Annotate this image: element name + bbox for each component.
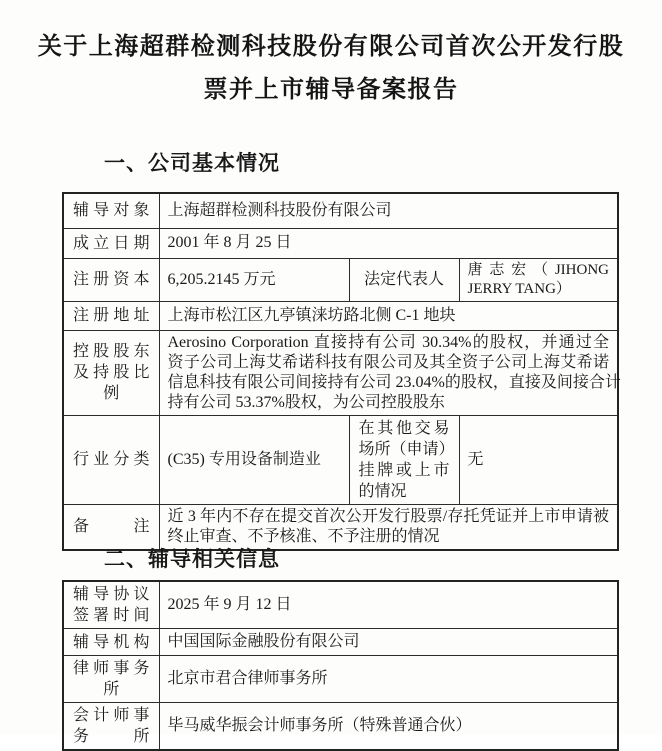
text-line: 签署时间: [73, 607, 150, 624]
label-cell: [63, 581, 159, 629]
value-cell: [159, 330, 621, 415]
text-line: 成立日期: [73, 234, 150, 252]
text-line: 挂牌或上市: [358, 461, 450, 479]
text-line: 终止审查、不予核准、不予注册的情况: [167, 527, 440, 545]
text-line: 例: [103, 385, 120, 402]
row-registered-capital: [63, 258, 618, 301]
text-line: 2001 年 8 月 25 日: [167, 234, 292, 251]
value-cell: [159, 228, 618, 258]
value-cell: [159, 703, 618, 751]
text-line: 行业分类: [73, 451, 150, 468]
row-law-firm: [63, 656, 618, 703]
text-line: Aerosino Corporation 直接持有公司 30.34%的股权，并通过全: [167, 333, 610, 351]
text-line: 控股股东: [73, 343, 150, 360]
text-line: 上海市松江区九亭镇涞坊路北侧 C-1 地块: [167, 306, 456, 324]
text-line: 2025 年 9 月 12 日: [167, 596, 292, 613]
text-line: 近 3 年内不存在提交首次公开发行股票/存托凭证并上市申请被: [167, 507, 610, 525]
text-line: 信息科技有限公司间接持有公司 23.04%的股权，直接及间接合计: [167, 373, 621, 391]
text-line: 律师事务: [73, 660, 150, 677]
label-cell: [63, 301, 159, 330]
label-cell: [63, 703, 159, 751]
basic-info-table: [62, 192, 619, 551]
text-line: 务所: [73, 728, 150, 745]
text-line: 毕马威华振会计师事务所（特殊普通合伙）: [167, 717, 472, 734]
text-line: 辅导协议: [73, 586, 150, 603]
legal-representative-name-cell: [459, 258, 618, 301]
text-line: 北京市君合律师事务所: [167, 670, 328, 687]
text-line: 上海超群检测科技股份有限公司: [167, 201, 392, 219]
text-line: 备注: [73, 518, 150, 535]
row-counseling-target: [63, 193, 618, 228]
other-listing-value-cell: [459, 415, 618, 504]
value-cell: [159, 629, 618, 656]
text-line: 中国国际金融股份有限公司: [167, 633, 360, 650]
text-line: (C35) 专用设备制造业: [167, 450, 321, 468]
value-cell: [159, 301, 618, 330]
text-line: 注册资本: [73, 271, 150, 288]
text-line: JERRY TANG）: [467, 280, 571, 297]
value-cell: [159, 581, 618, 629]
legal-representative-label-cell: [349, 258, 459, 301]
text-line: 注册地址: [73, 307, 150, 324]
row-agreement-sign-date: [63, 581, 618, 629]
text-line: 的情况: [358, 482, 407, 500]
value-cell: [159, 258, 349, 301]
value-cell: [159, 656, 618, 703]
text-line: 法定代表人: [363, 271, 444, 288]
document-title: [0, 25, 662, 111]
text-line: 在其他交易: [358, 419, 450, 437]
text-line: 及持股比: [73, 364, 150, 381]
text-line: 资子公司上海艾希诺科技有限公司及其全资子公司上海艾希诺: [167, 353, 610, 371]
row-controlling-shareholder: [63, 330, 618, 415]
label-cell: [63, 258, 159, 301]
text-line: 会计师事: [73, 707, 150, 724]
label-cell: [63, 415, 159, 504]
text-line: 持有公司 53.37%股权，为公司控股股东: [167, 393, 445, 411]
row-counseling-institution: [63, 629, 618, 656]
text-line: 辅导对象: [73, 202, 150, 220]
text-line: 唐志宏（JIHONG: [467, 261, 610, 278]
label-cell: [63, 330, 159, 415]
text-line: 所: [103, 681, 120, 698]
section-heading-counseling-info: 二、辅导相关信息: [104, 548, 280, 571]
title-line-2: 票并上市辅导备案报告: [203, 76, 459, 103]
text-line: 6,205.2145 万元: [167, 270, 276, 288]
row-accounting-firm: [63, 703, 618, 751]
row-registered-address: [63, 301, 618, 330]
label-cell: [63, 193, 159, 228]
text-line: 辅导机构: [73, 633, 150, 651]
other-listing-label-cell: [349, 415, 459, 504]
value-cell: [159, 193, 618, 228]
counseling-info-table: [62, 580, 619, 751]
title-line-1: 关于上海超群检测科技股份有限公司首次公开发行股: [37, 33, 625, 60]
text-line: 场所（申请）: [358, 440, 455, 458]
value-cell: [159, 415, 349, 504]
label-cell: [63, 656, 159, 703]
label-cell: [63, 228, 159, 258]
row-industry-classification: [63, 415, 618, 504]
label-cell: [63, 629, 159, 656]
row-establish-date: [63, 228, 618, 258]
section-heading-basic-info: 一、公司基本情况: [104, 152, 280, 175]
text-line: 无: [467, 450, 484, 468]
